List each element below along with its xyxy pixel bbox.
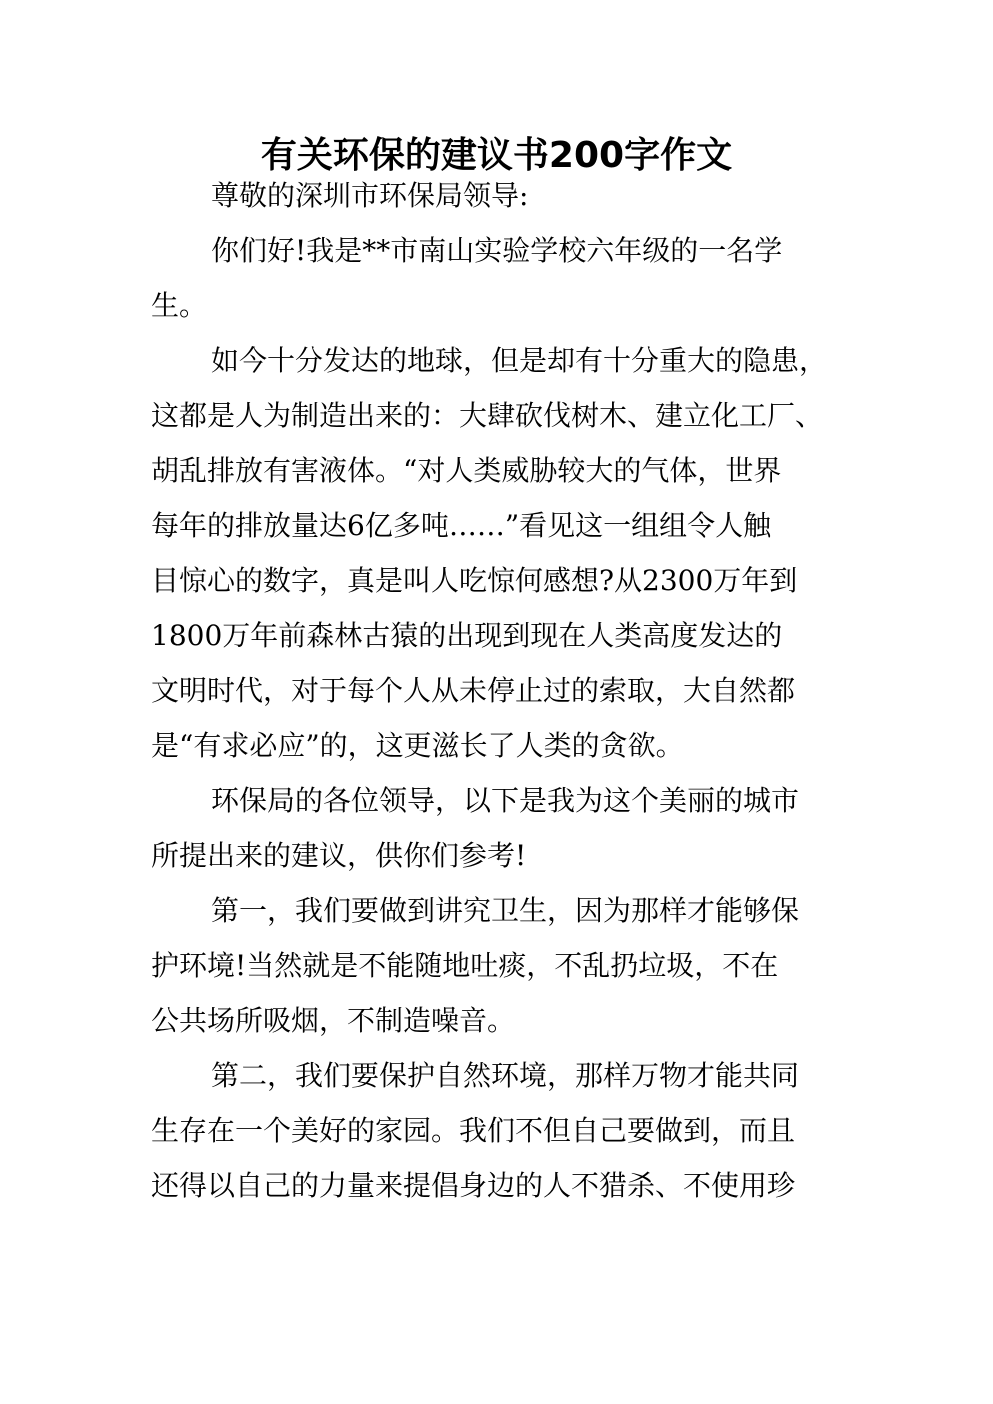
text-line: 胡乱排放有害液体。“对人类威胁较大的气体，世界	[151, 454, 782, 487]
text-line: 文明时代，对于每个人从未停止过的索取，大自然都	[151, 674, 796, 707]
text-line: 目惊心的数字，真是叫人吃惊何感想?从2300万年到	[151, 564, 798, 597]
text-line: 还得以自己的力量来提倡身边的人不猎杀、不使用珍	[151, 1169, 796, 1202]
text-line: 这都是人为制造出来的：大肆砍伐树木、建立化工厂、	[151, 399, 824, 432]
text-line: 1800万年前森林古猿的出现到现在人类高度发达的	[151, 619, 783, 652]
text-line: 第二，我们要保护自然环境，那样万物才能共同	[211, 1059, 800, 1092]
document-body	[151, 168, 851, 1213]
text-line: 所提出来的建议，供你们参考!	[151, 839, 527, 872]
text-line: 第一，我们要做到讲究卫生，因为那样才能够保	[211, 894, 800, 927]
salutation-line: 尊敬的深圳市环保局领导:	[211, 179, 529, 212]
text-line: 公共场所吸烟，不制造噪音。	[151, 1004, 516, 1037]
text-line: 环保局的各位领导，以下是我为这个美丽的城市	[211, 784, 800, 817]
text-line: 如今十分发达的地球，但是却有十分重大的隐患，	[211, 344, 828, 377]
text-line: 生。	[151, 289, 208, 322]
text-line: 你们好!我是**市南山实验学校六年级的一名学	[211, 234, 783, 267]
document-title: 有关环保的建议书200字作文	[260, 135, 733, 176]
text-line: 护环境!当然就是不能随地吐痰，不乱扔垃圾，不在	[151, 949, 779, 982]
text-line: 每年的排放量达6亿多吨……”看见这一组组令人触	[151, 509, 772, 542]
text-line: 是“有求必应”的，这更滋长了人类的贪欲。	[151, 729, 684, 762]
text-line: 生存在一个美好的家园。我们不但自己要做到，而且	[151, 1114, 796, 1147]
